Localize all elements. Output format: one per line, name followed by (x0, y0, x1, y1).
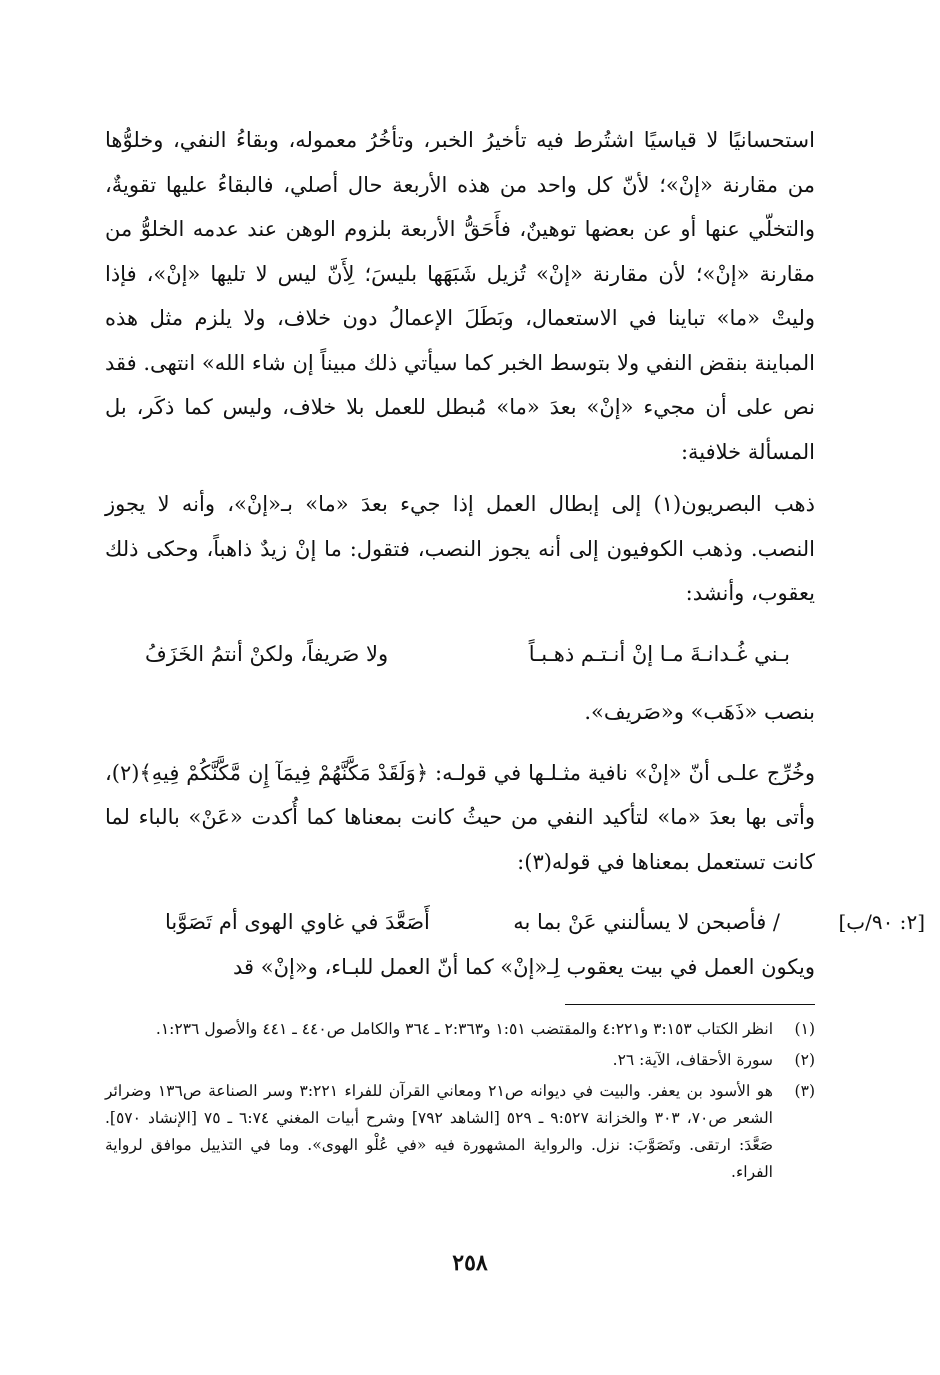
footnote-divider (565, 1004, 815, 1005)
verse-2-second-hemistich: أَصَعَّدَ في غاوي الهوى أم تَصَوَّبا (165, 910, 430, 934)
verse-2-first-hemistich: / فأصبحن لا يسألنني عَنْ بما به (513, 910, 780, 934)
footnote-number: (١) (794, 1020, 815, 1038)
paragraph-after-verse: بنصب «ذَهَب» و«صَريف». (584, 700, 815, 724)
paragraph-2: ذهب البصريون(١) إلى إبطال العمل إذا جيء بعدَ «ما» بـ«إنْ»، وأنه لا يجوز النصب. وذهب الكوفيون إلى أنه يجوز النصب، فتقول: ما إنْ زيدٌ ذاهباً، وحكى ذلك يعقوب، وأنشد: (105, 492, 815, 605)
footnote-number: (٢) (794, 1051, 815, 1069)
verse-1-second-hemistich: ولا صَريفاً، ولكنْ أنتمُ الخَزَفُ (145, 641, 389, 666)
verse-1 (145, 632, 790, 677)
paragraph-3: وخُرِّج علـى أنّ «إنْ» نافية مثـلـها في قولـه: ﴿وَلَقَدْ مَكَّنَّهُمْ فِيمَآ إِن مَّكَّنَّكُمْ فِيهِ﴾(٢)، وأتى بها بعدَ «ما» لتأكيد النفي من حيثُ كانت بمعناها كما أُكدت «عَنْ» بالباء لما كانت تستعمل بمعناها في قوله(٣): (105, 760, 815, 874)
footnote-text: انظر الكتاب ٣:١٥٣ و٤:٢٢١ والمقتضب ١:٥١ و٢:٣٦٣ ـ ٣٦٤ والكامل ص٤٤٠ ـ ٤٤١ والأصول ١:٢٣٦. (155, 1020, 773, 1038)
footnote-text: هو الأسود بن يعفر. والبيت في ديوانه ص٢١ ومعاني القرآن للفراء ٣:٢٢١ وسر الصناعة ص١٣٦ وضرائر الشعر ص٧٠، ٣٠٣ والخزانة ٩:٥٢٧ ـ ٥٢٩ [الشاهد ٧٩٢] وشرح أبيات المغني ٦:٧٤ ـ ٧٥ [الإنشاد ٥٧٠]. صَعَّدَ: ارتقى. وتَصَوَّبَ: نزل. والرواية المشهورة فيه «في عُلْو الهوى». وما في التذييل موافق لرواية الفراء. (105, 1082, 773, 1181)
manuscript-margin-reference: [٢: ٩٠/ب] (838, 910, 925, 934)
paragraph-1: استحسانيًا لا قياسيًا اشتُرط فيه تأخيرُ الخبر، وتأخُرُ معموله، وبقاءُ النفي، وخلوُّها من مقارنة «إنْ»؛ لأنّ كل واحد من هذه الأربعة حال أصلي، فالبقاءُ عليها تقويةٌ، والتخلّي عنها أو عن بعضها توهينٌ، فأَحَقُّ الأربعة بلزوم الوهن عند عدمه الخلوُّ من مقارنة «إنْ»؛ لأن مقارنة «إنْ» تُزيل شَبَهَها بليسَ؛ لِأَنّ ليس لا تليها «إنْ»، فإذا وليتْ «ما» تباينا في الاستعمال، وبَطَلَ الإعمالُ دون خلاف، ولا يلزم مثل هذه المباينة بنقض النفي ولا بتوسط الخبر كما سيأتي ذلك مبيناً إن شاء الله» انتهى. فقد نص على أن مجيء «إنْ» بعدَ «ما» مُبطل للعمل بلا خلاف، وليس كما ذكَر، بل المسألة خلافية: (105, 128, 815, 464)
main-text (105, 118, 925, 989)
footnote-number: (٣) (794, 1082, 815, 1100)
verse-2-row (105, 900, 925, 945)
paragraph-last-line: ويكون العمل في بيت يعقوب لِـ«إنْ» كما أنّ العمل للبـاء، و«إنْ» قد (232, 954, 815, 979)
verse-1-first-hemistich: بـني غُـدانـةَ مـا إنْ أنـتـم ذهـبـاً (528, 641, 790, 666)
footnote-text: سورة الأحقاف، الآية: ٢٦. (612, 1051, 773, 1069)
footnote (105, 1016, 815, 1043)
verse-2 (165, 900, 780, 945)
footnote (105, 1047, 815, 1074)
footnotes (105, 1016, 815, 1186)
page-number: ٢٥٨ (452, 1250, 488, 1276)
footnote (105, 1078, 815, 1186)
